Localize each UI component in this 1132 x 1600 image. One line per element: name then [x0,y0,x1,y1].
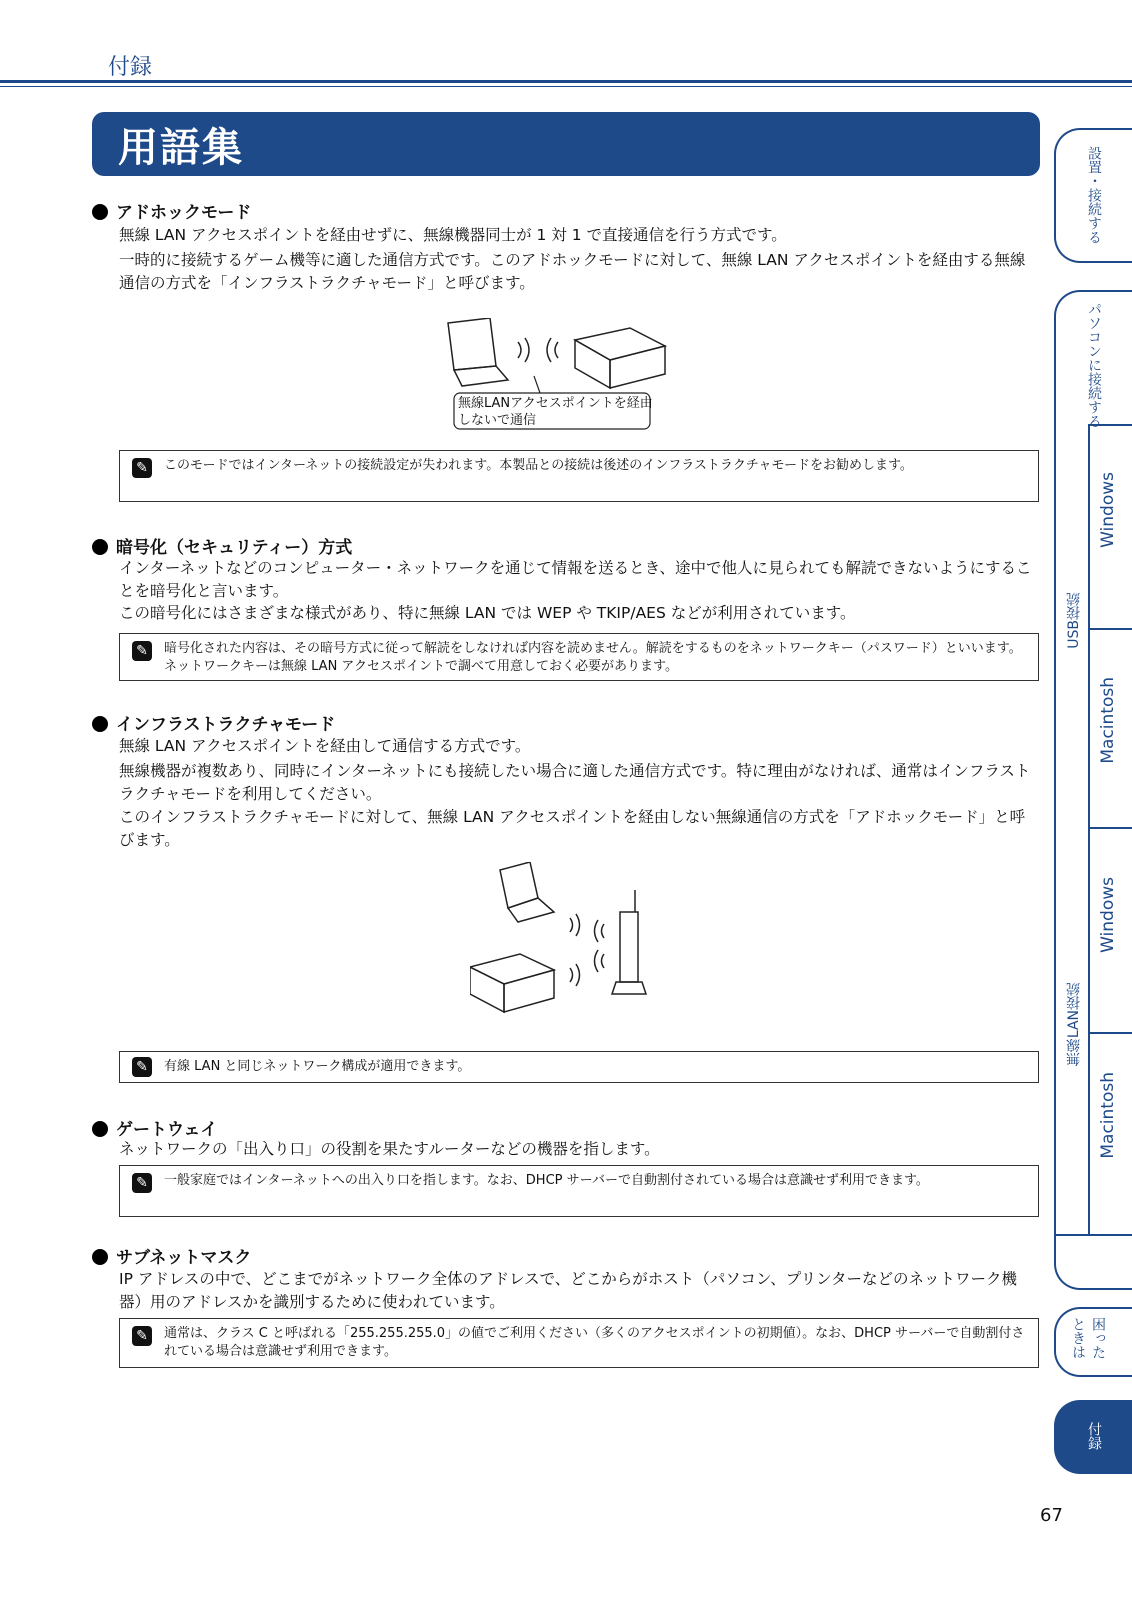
tab-setup[interactable]: 設置・接続する [1054,128,1132,263]
wlan-mac-tab[interactable]: Macintosh [1098,1072,1118,1159]
bullet-icon [92,1249,108,1265]
paragraph: 無線 LAN アクセスポイントを経由して通信する方式です。 [119,737,531,755]
laptop-icon [448,318,508,386]
section-heading: サブネットマスク [92,1243,251,1268]
paragraph: このインフラストラクチャモードに対して、無線 LAN アクセスポイントを経由しない無線通信の方式を「アドホックモード」と呼びます。 [119,808,1026,849]
note-icon: ✎ [132,1326,152,1346]
laptop-icon [500,862,554,922]
section-heading: インフラストラクチャモード [92,710,335,735]
wlan-windows-tab[interactable]: Windows [1098,877,1118,953]
usb-label: USB接続 [1066,592,1082,649]
paragraph: IP アドレスの中で、どこまでがネットワーク全体のアドレスで、どこからがホスト（パソコン、プリンターなどのネットワーク機器）用のアドレスかを識別するために使われています。 [119,1270,1018,1311]
paragraph: インターネットなどのコンピューター・ネットワークを通じて情報を送るとき、途中で他人に見られても解読できないようにすることを暗号化と言います。 [119,559,1032,600]
paragraph: 一時的に接続するゲーム機等に適した通信方式です。このアドホックモードに対して、無線 LAN アクセスポイントを経由する無線通信の方式を「インフラストラクチャモード」と呼びます。 [119,251,1026,292]
infrastructure-illustration [470,862,660,1022]
section-heading: ゲートウェイ [92,1115,217,1140]
bullet-icon [92,716,108,732]
tab-troubleshooting[interactable]: 困ったときは [1054,1307,1132,1377]
tab-pc-connection[interactable]: パソコンに接続する USB接続 無線LAN接続 Windows Macintosh Windows Macintosh [1054,290,1132,1290]
header-rule [0,80,1132,83]
wave-icon [570,914,604,986]
page-number: 67 [1040,1505,1063,1526]
section-heading: アドホックモード [92,198,251,223]
note-text: 通常は、クラス C と呼ばれる「255.255.255.0」の値でご利用ください（多くのアクセスポイントの初期値）。なお、DHCP サーバーで自動割付されている場合は意識せず利用できます。 [164,1326,1025,1359]
printer-icon [575,328,665,388]
bullet-icon [92,204,108,220]
usb-mac-tab[interactable]: Macintosh [1098,677,1118,764]
bullet-icon [92,539,108,555]
note-icon: ✎ [132,1173,152,1193]
bullet-icon [92,1121,108,1137]
section-heading: 暗号化（セキュリティー）方式 [92,533,352,558]
note-icon: ✎ [132,1057,152,1077]
usb-windows-tab[interactable]: Windows [1098,472,1118,548]
note-text: 暗号化された内容は、その暗号方式に従って解読をしなければ内容を読めません。解読をするものをネットワークキー（パスワード）といいます。ネットワークキーは無線 LAN アクセスポイントで調べて用意しておく必要があります。 [164,641,1022,674]
access-point-icon [612,890,646,994]
note-box [119,1051,1039,1083]
paragraph: ネットワークの「出入り口」の役割を果たすルーターなどの機器を指します。 [119,1140,660,1158]
note-box [119,1165,1039,1217]
note-text: このモードではインターネットの接続設定が失われます。本製品との接続は後述のインフラストラクチャモードをお勧めします。 [164,458,913,473]
paragraph: 無線機器が複数あり、同時にインターネットにも接続したい場合に適した通信方式です。特に理由がなければ、通常はインフラストラクチャモードを利用してください。 [119,762,1031,803]
wlan-label: 無線LAN接続 [1066,982,1082,1067]
note-text: 一般家庭ではインターネットへの出入り口を指します。なお、DHCP サーバーで自動割付されている場合は意識せず利用できます。 [164,1173,929,1188]
note-icon: ✎ [132,458,152,478]
note-box [119,1318,1039,1368]
page-title: 用語集 [118,125,244,171]
wave-icon [518,338,558,362]
section-label: 付録 [108,55,153,80]
note-box [119,450,1039,502]
paragraph: この暗号化にはさまざまな様式があり、特に無線 LAN では WEP や TKIP/AES などが利用されています。 [119,604,856,622]
figure-caption: 無線LANアクセスポイントを経由しないで通信 [458,396,653,428]
note-text: 有線 LAN と同じネットワーク構成が適用できます。 [164,1059,471,1074]
note-box [119,633,1039,681]
note-icon: ✎ [132,641,152,661]
paragraph: 無線 LAN アクセスポイントを経由せずに、無線機器同士が 1 対 1 で直接通信を行う方式です。 [119,226,787,244]
printer-icon [470,954,554,1012]
tab-appendix[interactable]: 付録 [1054,1400,1132,1474]
header-rule-thin [0,86,1132,87]
